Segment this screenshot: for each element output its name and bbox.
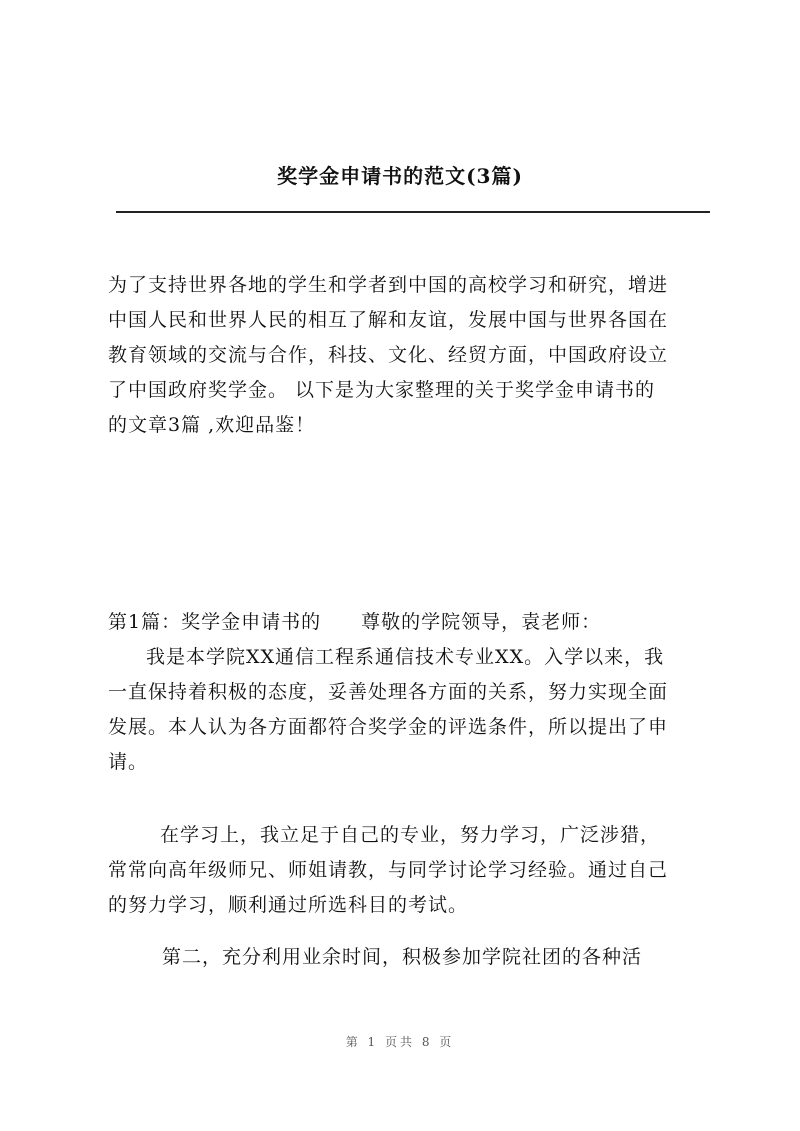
title-divider — [116, 211, 710, 213]
text-line: 为了支持世界各地的学生和学者到中国的高校学习和研究，增进 — [108, 274, 669, 296]
text-line: 常常向高年级师兄、师姐请教，与同学讨论学习经验。通过自己 — [108, 859, 669, 881]
text-line: 第二，充分利用业余时间，积极参加学院社团的各种活 — [162, 946, 643, 968]
section-heading: 第1篇：奖学金申请书的 — [108, 611, 322, 633]
text-line: 我是本学院XX通信工程系通信技术专业XX。入学以来，我 — [146, 646, 665, 668]
text-line: 请。 — [108, 751, 149, 773]
text-line: 教育领域的交流与合作，科技、文化、经贸方面，中国政府设立 — [108, 344, 669, 366]
page-title: 奖学金申请书的范文(3篇) — [277, 164, 523, 188]
salutation: 尊敬的学院领导，袁老师： — [361, 611, 602, 633]
page-footer: 第 1 页共 8 页 — [345, 1035, 455, 1049]
section-1-para-2 — [108, 818, 712, 923]
text-line: 的文章3篇 ,欢迎品鉴！ — [108, 414, 316, 436]
text-line: 中国人民和世界人民的相互了解和友谊，发展中国与世界各国在 — [108, 309, 669, 331]
text-line: 的努力学习，顺利通过所选科目的考试。 — [108, 894, 469, 916]
text-line: 发展。本人认为各方面都符合奖学金的评选条件，所以提出了申 — [108, 716, 669, 738]
section-heading-line — [108, 605, 712, 640]
section-1-para-3 — [108, 940, 712, 975]
text-line: 了中国政府奖学金。 以下是为大家整理的关于奖学金申请书的 — [108, 379, 656, 401]
section-1 — [108, 605, 712, 780]
text-line: 一直保持着积极的态度，妥善处理各方面的关系，努力实现全面 — [108, 681, 669, 703]
text-line: 在学习上，我立足于自己的专业，努力学习，广泛涉猎， — [160, 824, 661, 846]
intro-paragraph — [108, 268, 712, 443]
